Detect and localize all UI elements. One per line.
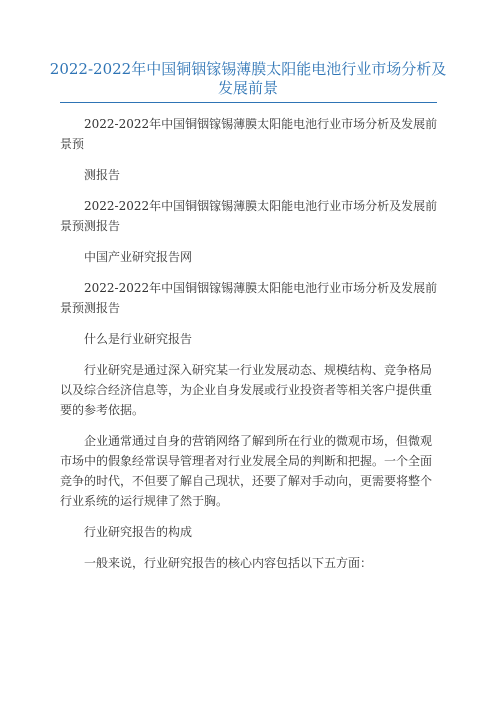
paragraph: 企业通常通过自身的营销网络了解到所在行业的微观市场，但微观市场中的假象经常误导管理者对行业发展全局的判断和把握。一个全面竞争的时代，不但要了解自己现状，还要了解对手动向，更需要将整个行业系统的运行规律了然于胸。 <box>60 434 433 508</box>
title-underline <box>60 102 437 103</box>
paragraph: 中国产业研究报告网 <box>84 250 193 264</box>
paragraph: 2022-2022年中国铜铟镓锡薄膜太阳能电池行业市场分析及发展前景预 <box>60 117 438 151</box>
paragraph: 2022-2022年中国铜铟镓锡薄膜太阳能电池行业市场分析及发展前景预测报告 <box>60 281 438 315</box>
document-title: 2022-2022年中国铜铟镓锡薄膜太阳能电池行业市场分析及发展前景 <box>49 60 447 97</box>
paragraph: 行业研究是通过深入研究某一行业发展动态、规模结构、竞争格局以及综合经济信息等，为企业自身发展或行业投资者等相关客户提供重要的参考依据。 <box>60 363 433 417</box>
paragraph: 一般来说，行业研究报告的核心内容包括以下五方面： <box>84 556 373 570</box>
document-body <box>60 114 438 584</box>
paragraph: 2022-2022年中国铜铟镓锡薄膜太阳能电池行业市场分析及发展前景预测报告 <box>60 199 438 233</box>
paragraph: 测报告 <box>84 168 121 182</box>
paragraph: 什么是行业研究报告 <box>84 332 193 346</box>
paragraph: 行业研究报告的构成 <box>84 525 193 539</box>
